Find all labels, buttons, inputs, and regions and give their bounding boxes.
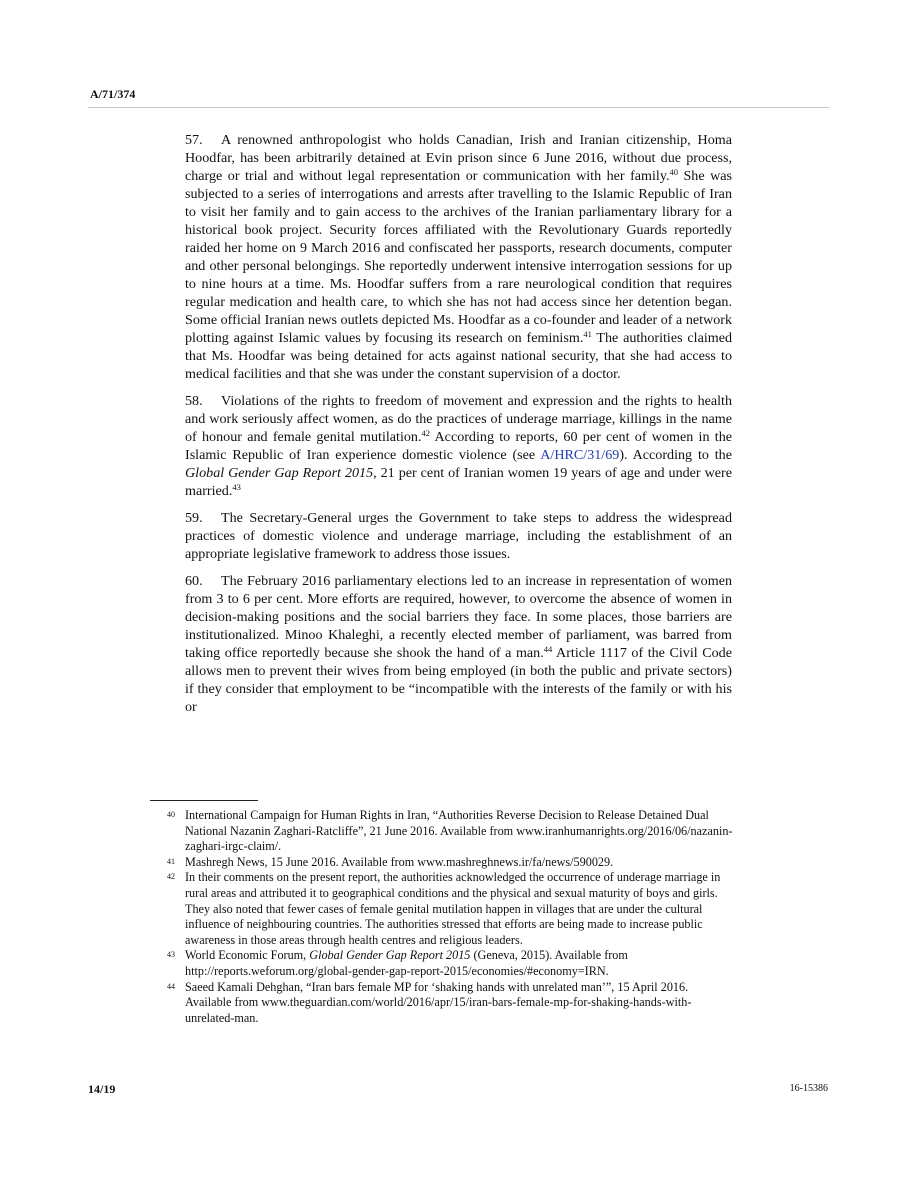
document-code: 16-15386 (789, 1083, 828, 1094)
footnote-43 (167, 948, 733, 979)
main-body (185, 131, 732, 725)
footnote-44 (167, 980, 733, 1027)
footnote-text: International Campaign for Human Rights in Iran, “Authorities Reverse Decision to Release Detained Dual National Nazanin Zaghari-Ratcliffe”, 21 June 2016. Available from www.iranhumanrights.org/2016/06/nazanin-zaghari-irgc-claim/. (185, 808, 733, 854)
paragraph-text: Violations of the rights to freedom of movement and expression and the rights to health and work seriously affect women, as do the practices of underage marriage, killings in the name of honour and female genital mutilation. (185, 393, 732, 445)
report-title: Global Gender Gap Report 2015 (309, 948, 471, 963)
paragraph-number: 59. (185, 510, 203, 526)
footnote-text (185, 948, 733, 979)
paragraph-text: The authorities claimed that Ms. Hoodfar was being detained for acts against national security, that she had access to medical facilities and that she was under the constant supervision of a doctor. (185, 330, 733, 382)
footnote-text: Mashregh News, 15 June 2016. Available from www.mashreghnews.ir/fa/news/590029. (185, 854, 614, 869)
header-divider (88, 107, 830, 108)
document-symbol: A/71/374 (90, 87, 136, 101)
footnote-ref[interactable]: 42 (421, 428, 431, 438)
paragraph-58 (185, 392, 732, 500)
footnote-42 (167, 870, 733, 948)
footnote-text: Saeed Kamali Dehghan, “Iran bars female MP for ‘shaking hands with unrelated man’”, 15 April 2016. Available from www.theguardian.com/world/2016/apr/15/iran-bars-female-mp-for-shaking-hands-with-unrelated-man. (185, 979, 692, 1025)
footnote-number: 41 (167, 856, 175, 866)
footnote-number: 43 (167, 950, 175, 960)
footnote-ref[interactable]: 40 (669, 167, 678, 177)
paragraph-text: Article 1117 of the Civil Code allows men to prevent their wives from being employed (in both the public and private sectors) if they consider that employment to be “incompatible with the interests of the family or with his or (185, 645, 732, 715)
footnotes (167, 808, 733, 1026)
paragraph-text: According to reports, 60 per cent of women in the Islamic Republic of Iran experience domestic violence (see (185, 429, 732, 463)
paragraph-59 (185, 509, 732, 563)
footnote-40 (167, 808, 733, 855)
paragraph-text: ). According to the (619, 447, 732, 463)
paragraph-57 (185, 131, 732, 383)
footnote-ref[interactable]: 44 (543, 644, 553, 654)
paragraph-number: 57. (185, 132, 203, 148)
footnote-text: In their comments on the present report, the authorities acknowledged the occurrence of underage marriage in rural areas and attributed it to geographical conditions and the physical and sexual maturity of boys and girls. They also noted that fewer cases of female genital mutilation happen in villages that are under the cultural influence of neighbouring countries. The authorities stressed that efforts are being made to increase public awareness in those areas through health centres and religious leaders. (185, 870, 721, 947)
paragraph-text: A renowned anthropologist who holds Canadian, Irish and Iranian citizenship, Homa Hoodfar, has been arbitrarily detained at Evin prison since 6 June 2016, without due process, charge or trial and without legal representation or communication with her family. (185, 132, 732, 184)
footnote-41 (167, 855, 733, 871)
footnote-number: 40 (167, 810, 175, 819)
footnote-number: 44 (167, 981, 175, 991)
footnote-ref[interactable]: 41 (583, 329, 592, 339)
footnote-number: 42 (167, 872, 175, 882)
paragraph-text: The Secretary-General urges the Government to take steps to address the widespread practices of domestic violence and underage marriage, including the establishment of an appropriate legislative framework to address those issues. (185, 510, 732, 562)
paragraph-number: 58. (185, 393, 203, 409)
paragraph-text: She was subjected to a series of interrogations and arrests after travelling to the Islamic Republic of Iran to visit her family and to gain access to the archives of the Iranian parliamentary library for a historical book project. Security forces affiliated with the Revolutionary Guards reportedly raided her home on 9 March 2016 and confiscated her passports, research documents, computer and other personal belongings. She reportedly underwent intensive interrogation sessions for up to nine hours at a time. Ms. Hoodfar suffers from a rare neurological condition that requires regular medication and health care, to which she has not had access since her detention began. Some official Iranian news outlets depicted Ms. Hoodfar as a co-founder and leader of a network plotting against Islamic values by focusing its research on feminism. (185, 168, 732, 346)
paragraph-60 (185, 572, 732, 716)
page-number: 14/19 (88, 1082, 116, 1096)
footnote-text-part: World Economic Forum, (185, 948, 310, 963)
footnote-ref[interactable]: 43 (232, 482, 241, 492)
footnote-text-part: (Geneva, 2015). Available from http://reports.weforum.org/global-gender-gap-report-2015/economies/#economy=IRN. (185, 948, 628, 978)
report-title: Global Gender Gap Report 2015 (185, 465, 374, 481)
document-link[interactable]: A/HRC/31/69 (540, 447, 620, 463)
paragraph-number: 60. (185, 573, 203, 589)
paragraph-text: The February 2016 parliamentary elections led to an increase in representation of women from 3 to 6 per cent. More efforts are required, however, to overcome the absence of women in decision-making positions and the social barriers they face. In some places, those barriers are institutionalized. Minoo Khaleghi, a recently elected member of parliament, was barred from taking office reportedly because she shook the hand of a man. (185, 573, 732, 661)
footnote-divider (150, 800, 258, 801)
paragraph-text: , 21 per cent of Iranian women 19 years of age and under were married. (185, 465, 732, 499)
